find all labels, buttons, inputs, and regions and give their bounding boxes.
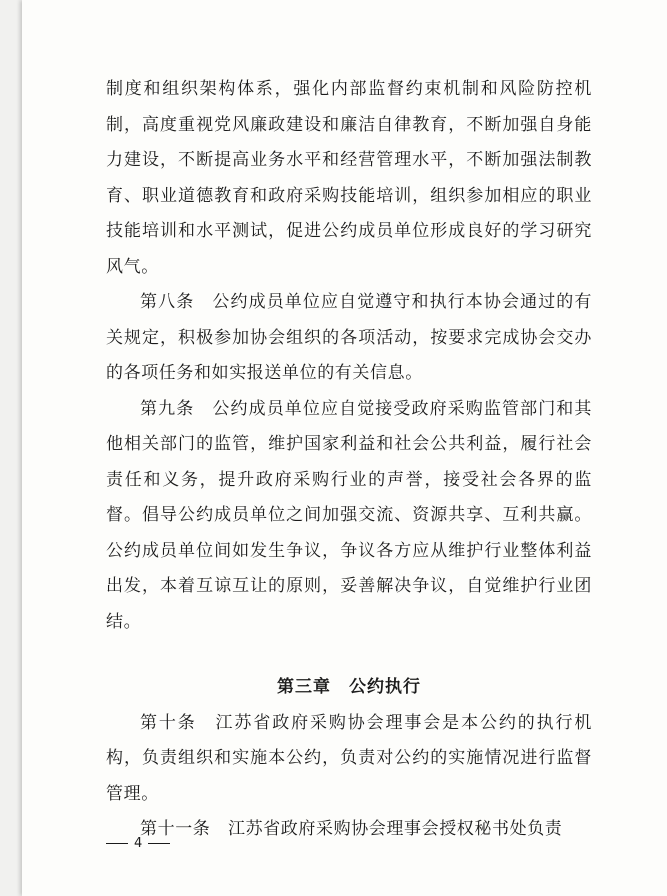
footer-dash-right	[148, 843, 170, 844]
article-10: 第十条 江苏省政府采购协会理事会是本公约的执行机构，负责组织和实施本公约，负责对公约的实施情况进行监督管理。	[106, 712, 592, 804]
document-page	[22, 0, 667, 896]
page-number: 4	[134, 836, 143, 851]
chapter-heading: 第三章 公约执行	[277, 677, 421, 697]
article-11: 第十一条 江苏省政府采购协会理事会授权秘书处负责	[140, 819, 563, 839]
document-body	[106, 72, 592, 848]
article-8: 第八条 公约成员单位应自觉遵守和执行本协会通过的有关规定，积极参加协会组织的各项活动，按要求完成协会交办的各项任务和如实报送单位的有关信息。	[106, 292, 592, 383]
footer-dash-left	[106, 843, 128, 844]
paragraph-continuation: 制度和组织架构体系，强化内部监督约束机制和风险防控机制，高度重视党风廉政建设和廉洁自律教育，不断加强自身能力建设，不断提高业务水平和经营管理水平，不断加强法制教育、职业道德教育和政府采购技能培训，组织参加相应的职业技能培训和水平测试，促进公约成员单位形成良好的学习研究风气。	[106, 79, 592, 277]
page-footer	[106, 836, 170, 851]
article-9: 第九条 公约成员单位应自觉接受政府采购监管部门和其他相关部门的监管，维护国家利益和社会公共利益，履行社会责任和义务，提升政府采购行业的声誉，接受社会各界的监督。倡导公约成员单位之间加强交流、资源共享、互利共赢。公约成员单位间如发生争议，争议各方应从维护行业整体利益出发，本着互谅互让的原则，妥善解决争议，自觉维护行业团结。	[106, 398, 592, 632]
